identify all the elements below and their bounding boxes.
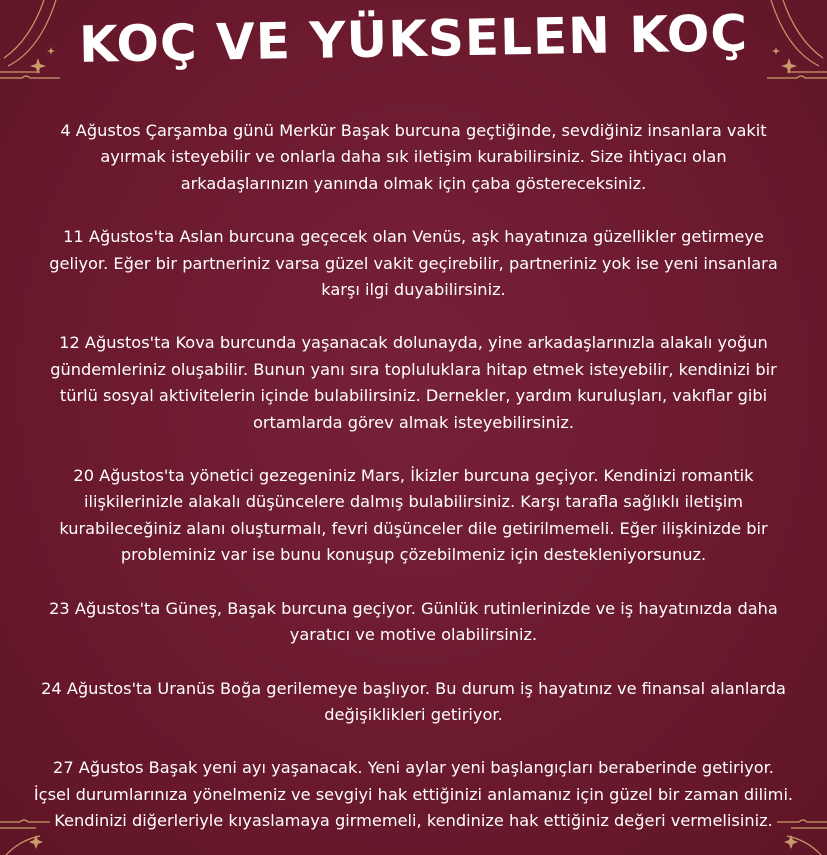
paragraph-dolunay: 12 Ağustos'ta Kova burcunda yaşanacak dolunayda, yine arkadaşlarınızla alakalı yoğun gündemleriniz oluşabilir. Bunun yanı sıra topluluklara hitap etmek isteyebilir, kendinizi bir türlü sosyal aktivitelerin içinde bulabilirsiniz. Dernekler, yardım kuruluşları, vakıflar gibi ortamlarda görev almak isteyebilirsiniz. <box>50 333 777 432</box>
paragraph-yeni-ay: 27 Ağustos Başak yeni ayı yaşanacak. Yeni aylar yeni başlangıçları beraberinde getiriyor. İçsel durumlarınıza yönelmeniz ve sevgiyi hak ettiğinizi anlamanız için güzel bir zaman dilimi. Kendinizi diğerleriyle kıyaslamaya girmemeli, kendinize hak ettiğiniz değeri vermelisiniz. <box>33 758 794 831</box>
paragraph-merkur: 4 Ağustos Çarşamba günü Merkür Başak burcuna geçtiğinde, sevdiğiniz insanlara vakit ayırmak isteyebilir ve onlarla daha sık iletişim kurabilirsiniz. Size ihtiyacı olan arkadaşlarınızın yanında olmak için çaba göstereceksiniz. <box>60 121 767 193</box>
paragraph-uranus: 24 Ağustos'ta Uranüs Boğa gerilemeye başlıyor. Bu durum iş hayatınız ve finansal alanlarda değişiklikleri getiriyor. <box>41 678 786 724</box>
horoscope-content <box>8 118 819 835</box>
paragraph-venus: 11 Ağustos'ta Aslan burcuna geçecek olan Venüs, aşk hayatınıza güzellikler getirmeye geliyor. Eğer bir partneriniz varsa güzel vakit geçirebilir, partneriniz yok ise yeni insanlara karşı ilgi duyabilirsiniz. <box>49 227 778 300</box>
page-title: KOÇ VE YÜKSELEN KOÇ <box>78 4 749 74</box>
paragraph-gunes: 23 Ağustos'ta Güneş, Başak burcuna geçiyor. Günlük rutinlerinizde ve iş hayatınızda daha yaratıcı ve motive olabilirsiniz. <box>49 598 778 645</box>
paragraph-mars: 20 Ağustos'ta yönetici gezegeniniz Mars, İkizler burcuna geçiyor. Kendinizi romantik ilişkilerinizle alakalı düşüncelere dalmış bulabilirsiniz. Karşı tarafla sağlıklı iletişim kurabileceğiniz alanı oluşturmalı, fevri düşünceler dile getirilmemeli. Eğer ilişkinizde bir probleminiz var ise bunu konuşup çözebilmeniz için destekleniyorsunuz. <box>59 466 768 565</box>
